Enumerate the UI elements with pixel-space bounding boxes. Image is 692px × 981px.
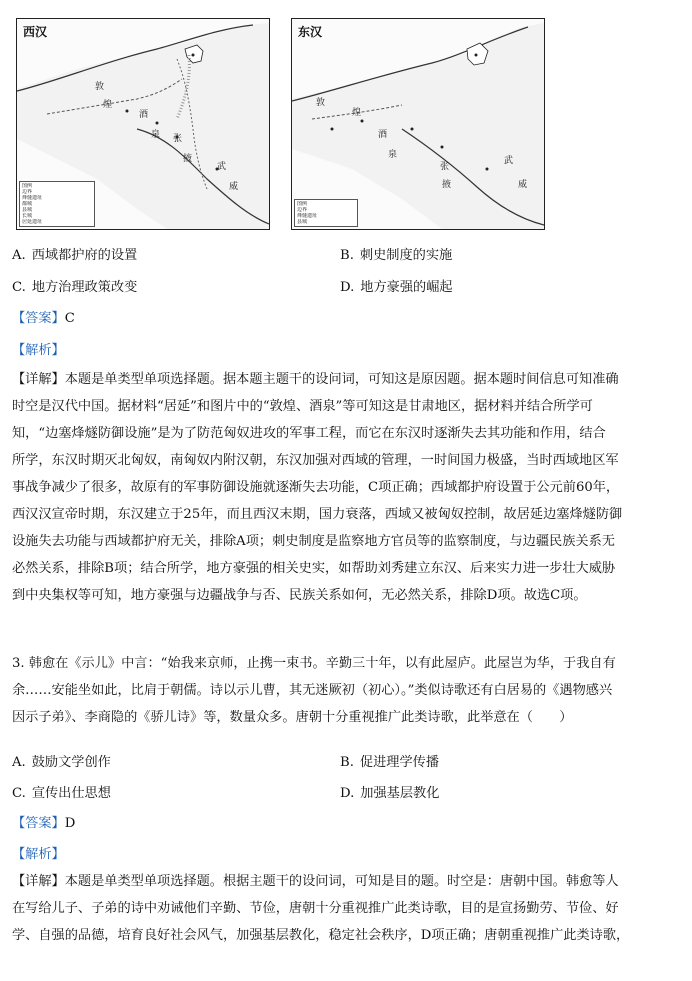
option-letter: D. bbox=[340, 786, 355, 801]
answer-value: D bbox=[64, 816, 76, 831]
option-text: 地方豪强的崛起 bbox=[360, 280, 453, 295]
option-letter: C. bbox=[12, 280, 26, 295]
map-label: 掖 bbox=[183, 154, 193, 164]
q2-option-d bbox=[340, 276, 453, 295]
q3-option-c bbox=[12, 782, 111, 801]
map-legend bbox=[19, 181, 95, 227]
legend-item: 长城 bbox=[22, 213, 33, 219]
map-label: 敦 bbox=[95, 82, 105, 92]
map-label: 武 bbox=[217, 162, 227, 172]
detail-line: 设施失去功能与西域都护府无关，排除A项；刺史制度是监察地方官员等的监察制度，与边疆民族关系无 bbox=[12, 534, 615, 549]
q2-option-b bbox=[340, 244, 452, 263]
detail-line: 时空是汉代中国。据材料“居延”和图片中的“敦煌、酒泉”等可知这是甘肃地区，据材料并结合所学可 bbox=[12, 399, 593, 414]
option-text: 刺史制度的实施 bbox=[359, 248, 453, 263]
eastern-han-map-drawing bbox=[292, 19, 544, 229]
map-label: 武 bbox=[504, 156, 514, 166]
q2-option-a bbox=[12, 244, 137, 263]
legend-item: 边界 bbox=[22, 189, 33, 195]
option-letter: B. bbox=[340, 755, 354, 770]
map-label: 煌 bbox=[352, 108, 362, 118]
option-letter: A. bbox=[12, 248, 26, 263]
stem-line: 余……安能坐如此，比肩于朝儒。诗以示儿曹，其无迷厥初（初心）。”类似诗歌还有白居易的《遇物感兴 bbox=[12, 683, 613, 698]
map-label: 酒 bbox=[139, 110, 149, 120]
detail-line: 西汉汉宣帝时期，东汉建立于25年，而且西汉末期，国力衰落，西域又被匈奴控制，故居延边塞烽燧防御 bbox=[12, 507, 623, 522]
detail-line: 知，“边塞烽燧防御设施”是为了防范匈奴进攻的军事工程，而它在东汉时逐渐失去其功能和作用，结合 bbox=[12, 426, 606, 441]
option-text: 地方治理政策改变 bbox=[31, 280, 138, 295]
detail-tag: 【详解】 bbox=[12, 874, 65, 889]
detail-line: 到中央集权等可知，地方豪强与边疆战争与否、民族关系如何，无必然关系，排除D项。故选C项。 bbox=[12, 588, 587, 603]
detail-text: 本题是单类型单项选择题。根据主题干的设问词，可知是目的题。时空是：唐朝中国。韩愈等人 bbox=[64, 874, 619, 889]
detail-line: 所学，东汉时期灭北匈奴，南匈奴内附汉朝，东汉加强对西域的管理，一时间国力极盛，当时西域地区军 bbox=[12, 453, 619, 468]
analysis-tag: 【解析】 bbox=[12, 343, 65, 358]
q2-option-c bbox=[12, 276, 137, 295]
answer-tag: 【答案】 bbox=[12, 816, 65, 831]
map-figures bbox=[16, 10, 676, 232]
detail-tag: 【详解】 bbox=[12, 372, 65, 387]
q3-option-d bbox=[340, 782, 439, 801]
legend-item: 居延遗址 bbox=[22, 219, 43, 225]
map-title: 东汉 bbox=[298, 25, 323, 39]
eastern-han-map bbox=[291, 18, 545, 230]
detail-line: 学、自强的品德，培育良好社会风气，加强基层教化，稳定社会秩序，D项正确；唐朝重视推广此类诗歌， bbox=[12, 928, 630, 943]
option-letter: B. bbox=[340, 248, 354, 263]
detail-line: 在写给儿子、子弟的诗中劝诫他们辛勤、节俭，唐朝十分重视推广此类诗歌，目的是宣扬勤劳、节俭、好 bbox=[12, 901, 619, 916]
q3-analysis-heading bbox=[12, 843, 682, 862]
answer-tag: 【答案】 bbox=[12, 311, 65, 326]
q2-detail bbox=[12, 366, 680, 609]
answer-value: C bbox=[64, 311, 75, 326]
option-text: 宣传出仕思想 bbox=[31, 786, 111, 801]
legend-heading: 图例 bbox=[22, 183, 33, 189]
detail-text: 本题是单类型单项选择题。据本题主题干的设问词，可知这是原因题。据本题时间信息可知准确 bbox=[64, 372, 619, 387]
map-label: 张 bbox=[173, 134, 183, 144]
stem-line: 3. 韩愈在《示儿》中言：“始我来京师，止携一束书。辛勤三十年，以有此屋庐。此屋岂为华，于我自有 bbox=[12, 656, 616, 671]
option-text: 加强基层教化 bbox=[360, 786, 440, 801]
map-label: 张 bbox=[440, 162, 450, 172]
map-label: 威 bbox=[518, 180, 528, 190]
q3-detail bbox=[12, 868, 680, 949]
q2-analysis-heading bbox=[12, 339, 682, 358]
legend-item: 烽燧遗址 bbox=[22, 195, 43, 201]
map-label: 掖 bbox=[442, 180, 452, 190]
legend-item: 烽燧遗址 bbox=[297, 213, 318, 219]
map-label: 煌 bbox=[103, 100, 113, 110]
q2-answer bbox=[12, 307, 682, 326]
map-label: 酒 bbox=[378, 130, 388, 140]
option-letter: D. bbox=[340, 280, 355, 295]
option-text: 西域都护府的设置 bbox=[31, 248, 138, 263]
legend-item: 县城 bbox=[297, 219, 308, 225]
map-label: 泉 bbox=[151, 130, 161, 140]
map-label: 泉 bbox=[388, 150, 398, 160]
analysis-tag: 【解析】 bbox=[12, 847, 65, 862]
q3-option-a bbox=[12, 751, 111, 770]
q3-stem bbox=[12, 650, 680, 731]
legend-item: 都城 bbox=[22, 201, 33, 207]
detail-line: 事战争减少了很多，故原有的军事防御设施就逐渐失去功能，C项正确；西域都护府设置于公元前60年， bbox=[12, 480, 620, 495]
detail-line bbox=[12, 366, 680, 393]
option-letter: A. bbox=[12, 755, 26, 770]
q3-option-b bbox=[340, 751, 439, 770]
legend-heading: 图例 bbox=[297, 201, 308, 207]
legend-item: 边界 bbox=[297, 207, 308, 213]
q3-answer bbox=[12, 812, 682, 831]
western-han-map bbox=[16, 18, 270, 230]
option-letter: C. bbox=[12, 786, 26, 801]
map-legend bbox=[294, 199, 358, 227]
map-label: 威 bbox=[229, 182, 239, 192]
detail-line: 必然关系，排除B项；结合所学，地方豪强的相关史实，如帮助刘秀建立东汉、后来实力进一步壮大威胁 bbox=[12, 561, 616, 576]
legend-item: 县城 bbox=[22, 207, 33, 213]
stem-line: 因示子弟》、李商隐的《骄儿诗》等，数量众多。唐朝十分重视推广此类诗歌，此举意在（ ） bbox=[12, 710, 573, 725]
option-text: 鼓励文学创作 bbox=[31, 755, 111, 770]
map-title: 西汉 bbox=[23, 25, 48, 39]
option-text: 促进理学传播 bbox=[359, 755, 440, 770]
map-label: 敦 bbox=[316, 98, 326, 108]
detail-line bbox=[12, 868, 680, 895]
